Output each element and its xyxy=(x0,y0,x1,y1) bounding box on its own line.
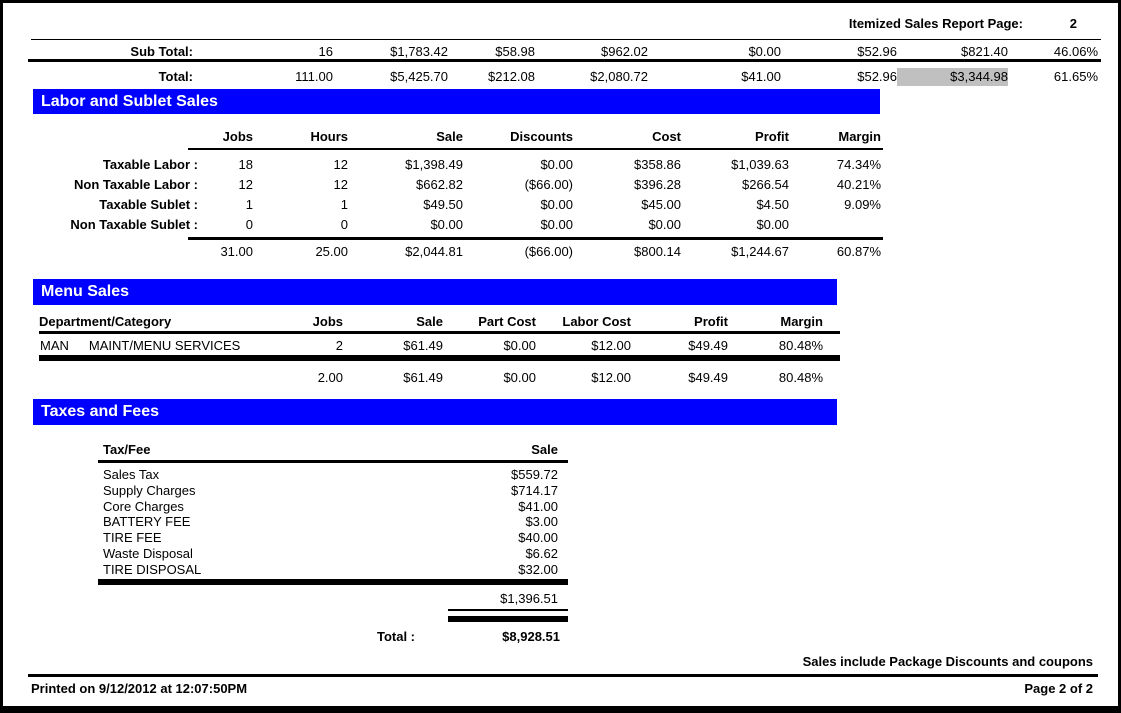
menu-totals-row xyxy=(28,369,823,386)
labor-header-spacer xyxy=(28,128,198,146)
labor-cell xyxy=(789,215,881,235)
tax-value: $3.00 xyxy=(525,514,558,530)
labor-cell: $662.82 xyxy=(416,177,463,192)
labor-cell: 18 xyxy=(238,157,253,172)
tax-total-value: $8,928.51 xyxy=(502,629,560,644)
tax-label: Core Charges xyxy=(103,498,184,514)
tax-label: TIRE FEE xyxy=(103,530,162,546)
labor-row-nontaxable-labor xyxy=(28,175,881,195)
menu-cell: $12.00 xyxy=(591,338,631,353)
summary-top-rule xyxy=(31,39,1101,40)
labor-totals-row xyxy=(28,243,881,261)
labor-row-taxable-sublet xyxy=(28,195,881,215)
labor-cell: $358.86 xyxy=(634,157,681,172)
tax-label: BATTERY FEE xyxy=(103,514,191,530)
tax-col-header: Sale xyxy=(531,442,558,457)
labor-header-rule xyxy=(188,148,883,150)
tax-subtotal-rule xyxy=(448,609,568,611)
labor-cell: $0.00 xyxy=(540,197,573,212)
section-title-labor-sublet: Labor and Sublet Sales xyxy=(33,89,880,114)
menu-total-cell: 80.48% xyxy=(778,370,823,385)
tax-total-label: Total : xyxy=(376,629,415,644)
summary-cell: $821.40 xyxy=(961,44,1008,59)
footnote: Sales include Package Discounts and coupons xyxy=(802,654,1093,669)
menu-col-header: Part Cost xyxy=(478,314,536,329)
tax-row xyxy=(103,483,558,499)
labor-col-header: Profit xyxy=(755,129,789,144)
tax-value: $6.62 xyxy=(525,545,558,561)
labor-col-header: Jobs xyxy=(222,129,253,144)
labor-cell: $0.00 xyxy=(756,217,789,232)
menu-col-header: Labor Cost xyxy=(562,314,631,329)
labor-cell: 40.21% xyxy=(836,177,881,192)
summary-cell: 16 xyxy=(318,44,333,59)
summary-cell: 61.65% xyxy=(1053,69,1098,84)
menu-total-cell: $0.00 xyxy=(503,370,536,385)
report-title: Itemized Sales Report Page: xyxy=(848,16,1023,31)
menu-col-header: Jobs xyxy=(312,314,343,329)
summary-cell: $0.00 xyxy=(748,44,781,59)
summary-row-label: Total: xyxy=(158,69,193,84)
labor-cell: ($66.00) xyxy=(524,177,573,192)
tax-value: $559.72 xyxy=(511,467,558,482)
labor-col-header: Discounts xyxy=(510,129,573,144)
menu-cell: $61.49 xyxy=(403,338,443,353)
tax-label: Supply Charges xyxy=(103,482,196,498)
labor-cell: $0.00 xyxy=(540,217,573,232)
summary-thick-rule xyxy=(28,59,1101,62)
menu-double-rule xyxy=(39,355,840,361)
labor-cell: $0.00 xyxy=(430,217,463,232)
menu-col-header: Sale xyxy=(416,314,443,329)
labor-cell: 1 xyxy=(340,197,348,212)
labor-totals-rule xyxy=(188,237,883,240)
labor-cell: 74.34% xyxy=(836,157,881,172)
tax-col-header: Tax/Fee xyxy=(103,442,151,457)
menu-totals-spacer xyxy=(28,369,228,386)
menu-cell: $0.00 xyxy=(503,338,536,353)
labor-row-taxable-labor xyxy=(28,155,881,175)
summary-cell: $2,080.72 xyxy=(590,69,648,84)
labor-col-header: Cost xyxy=(652,129,681,144)
labor-cell: 0 xyxy=(340,217,348,232)
labor-row-label: Non Taxable Labor : xyxy=(74,177,198,192)
labor-cell: $49.50 xyxy=(423,197,463,212)
summary-cell: $41.00 xyxy=(741,69,781,84)
summary-subtotal-row xyxy=(28,43,1098,60)
menu-department-code: MAN xyxy=(40,338,69,353)
labor-cell: 1 xyxy=(245,197,253,212)
tax-row xyxy=(103,530,558,546)
labor-total-cell: 60.87% xyxy=(836,244,881,259)
summary-cell: $52.96 xyxy=(857,44,897,59)
menu-total-cell: $12.00 xyxy=(591,370,631,385)
summary-cell: $5,425.70 xyxy=(390,69,448,84)
tax-subtotal: $1,396.51 xyxy=(500,591,558,606)
tax-label: TIRE DISPOSAL xyxy=(103,561,202,577)
menu-header-rule xyxy=(39,331,840,334)
labor-cell: $0.00 xyxy=(648,217,681,232)
summary-cell: 111.00 xyxy=(295,69,333,84)
labor-total-cell: 31.00 xyxy=(220,244,253,259)
tax-row xyxy=(103,562,558,578)
tax-value: $41.00 xyxy=(518,498,558,514)
labor-cell: 12 xyxy=(333,177,348,192)
labor-cell: $266.54 xyxy=(742,177,789,192)
labor-cell: $4.50 xyxy=(756,197,789,212)
tax-row xyxy=(103,514,558,530)
menu-col-header: Department/Category xyxy=(39,314,172,329)
menu-total-cell: $49.49 xyxy=(688,370,728,385)
report-header xyxy=(849,16,1077,31)
summary-cell: 46.06% xyxy=(1053,44,1098,59)
labor-cell: 12 xyxy=(238,177,253,192)
tax-row xyxy=(103,499,558,515)
menu-header-row xyxy=(28,313,823,330)
summary-cell: $58.98 xyxy=(495,44,535,59)
labor-cell: $1,398.49 xyxy=(405,157,463,172)
tax-row xyxy=(103,467,558,483)
labor-col-header: Hours xyxy=(310,129,348,144)
labor-total-cell: $800.14 xyxy=(634,244,681,259)
menu-col-header: Margin xyxy=(780,314,823,329)
tax-total-row xyxy=(28,628,560,646)
menu-cell: 80.48% xyxy=(778,338,823,353)
labor-total-cell: ($66.00) xyxy=(524,244,573,259)
tax-value: $714.17 xyxy=(511,482,558,498)
summary-cell: $52.96 xyxy=(857,69,897,84)
labor-row-label: Taxable Sublet : xyxy=(99,197,198,212)
menu-total-cell: 2.00 xyxy=(317,370,343,385)
tax-total-double-rule xyxy=(448,616,568,622)
labor-cell: $1,039.63 xyxy=(731,157,789,172)
summary-cell-highlighted: $3,344.98 xyxy=(897,68,1008,86)
tax-header-row xyxy=(103,442,558,457)
menu-department-cell xyxy=(28,337,241,354)
page-indicator: Page 2 of 2 xyxy=(1024,681,1093,696)
labor-cell: 0 xyxy=(245,217,253,232)
tax-rows xyxy=(103,467,558,578)
summary-cell: $962.02 xyxy=(601,44,648,59)
labor-cell: 12 xyxy=(333,157,348,172)
menu-department-name: MAINT/MENU SERVICES xyxy=(88,338,241,353)
tax-label: Waste Disposal xyxy=(103,545,193,561)
labor-header-row xyxy=(28,128,881,146)
menu-cell: $49.49 xyxy=(688,338,728,353)
tax-label: Sales Tax xyxy=(103,467,160,482)
labor-row-nontaxable-sublet xyxy=(28,215,881,235)
report-page-number: 2 xyxy=(1069,16,1077,31)
summary-total-row xyxy=(28,68,1098,86)
labor-totals-spacer xyxy=(28,243,198,261)
section-title-menu-sales: Menu Sales xyxy=(33,279,837,305)
printed-on-text: Printed on 9/12/2012 at 12:07:50PM xyxy=(31,681,248,696)
labor-col-header: Sale xyxy=(436,129,463,144)
labor-total-cell: $2,044.81 xyxy=(405,244,463,259)
summary-cell: $212.08 xyxy=(488,69,535,84)
labor-row-label: Non Taxable Sublet : xyxy=(70,217,198,232)
labor-total-cell: 25.00 xyxy=(315,244,348,259)
menu-cell: 2 xyxy=(335,338,343,353)
section-title-taxes-fees: Taxes and Fees xyxy=(33,399,837,425)
labor-col-header: Margin xyxy=(838,129,881,144)
labor-row-label: Taxable Labor : xyxy=(102,157,198,172)
labor-cell: $45.00 xyxy=(641,197,681,212)
labor-total-cell: $1,244.67 xyxy=(731,244,789,259)
menu-col-header: Profit xyxy=(694,314,728,329)
tax-header-rule xyxy=(98,460,568,463)
tax-value: $32.00 xyxy=(518,561,558,577)
tax-double-rule xyxy=(98,579,568,585)
labor-cell: $0.00 xyxy=(540,157,573,172)
tax-value: $40.00 xyxy=(518,530,558,546)
labor-cell: 9.09% xyxy=(844,197,881,212)
summary-row-label: Sub Total: xyxy=(130,44,193,59)
menu-total-cell: $61.49 xyxy=(403,370,443,385)
footer-rule xyxy=(28,674,1098,677)
tax-row xyxy=(103,546,558,562)
labor-cell: $396.28 xyxy=(634,177,681,192)
footer xyxy=(31,681,1093,696)
menu-row-man xyxy=(28,337,823,354)
summary-cell: $1,783.42 xyxy=(390,44,448,59)
